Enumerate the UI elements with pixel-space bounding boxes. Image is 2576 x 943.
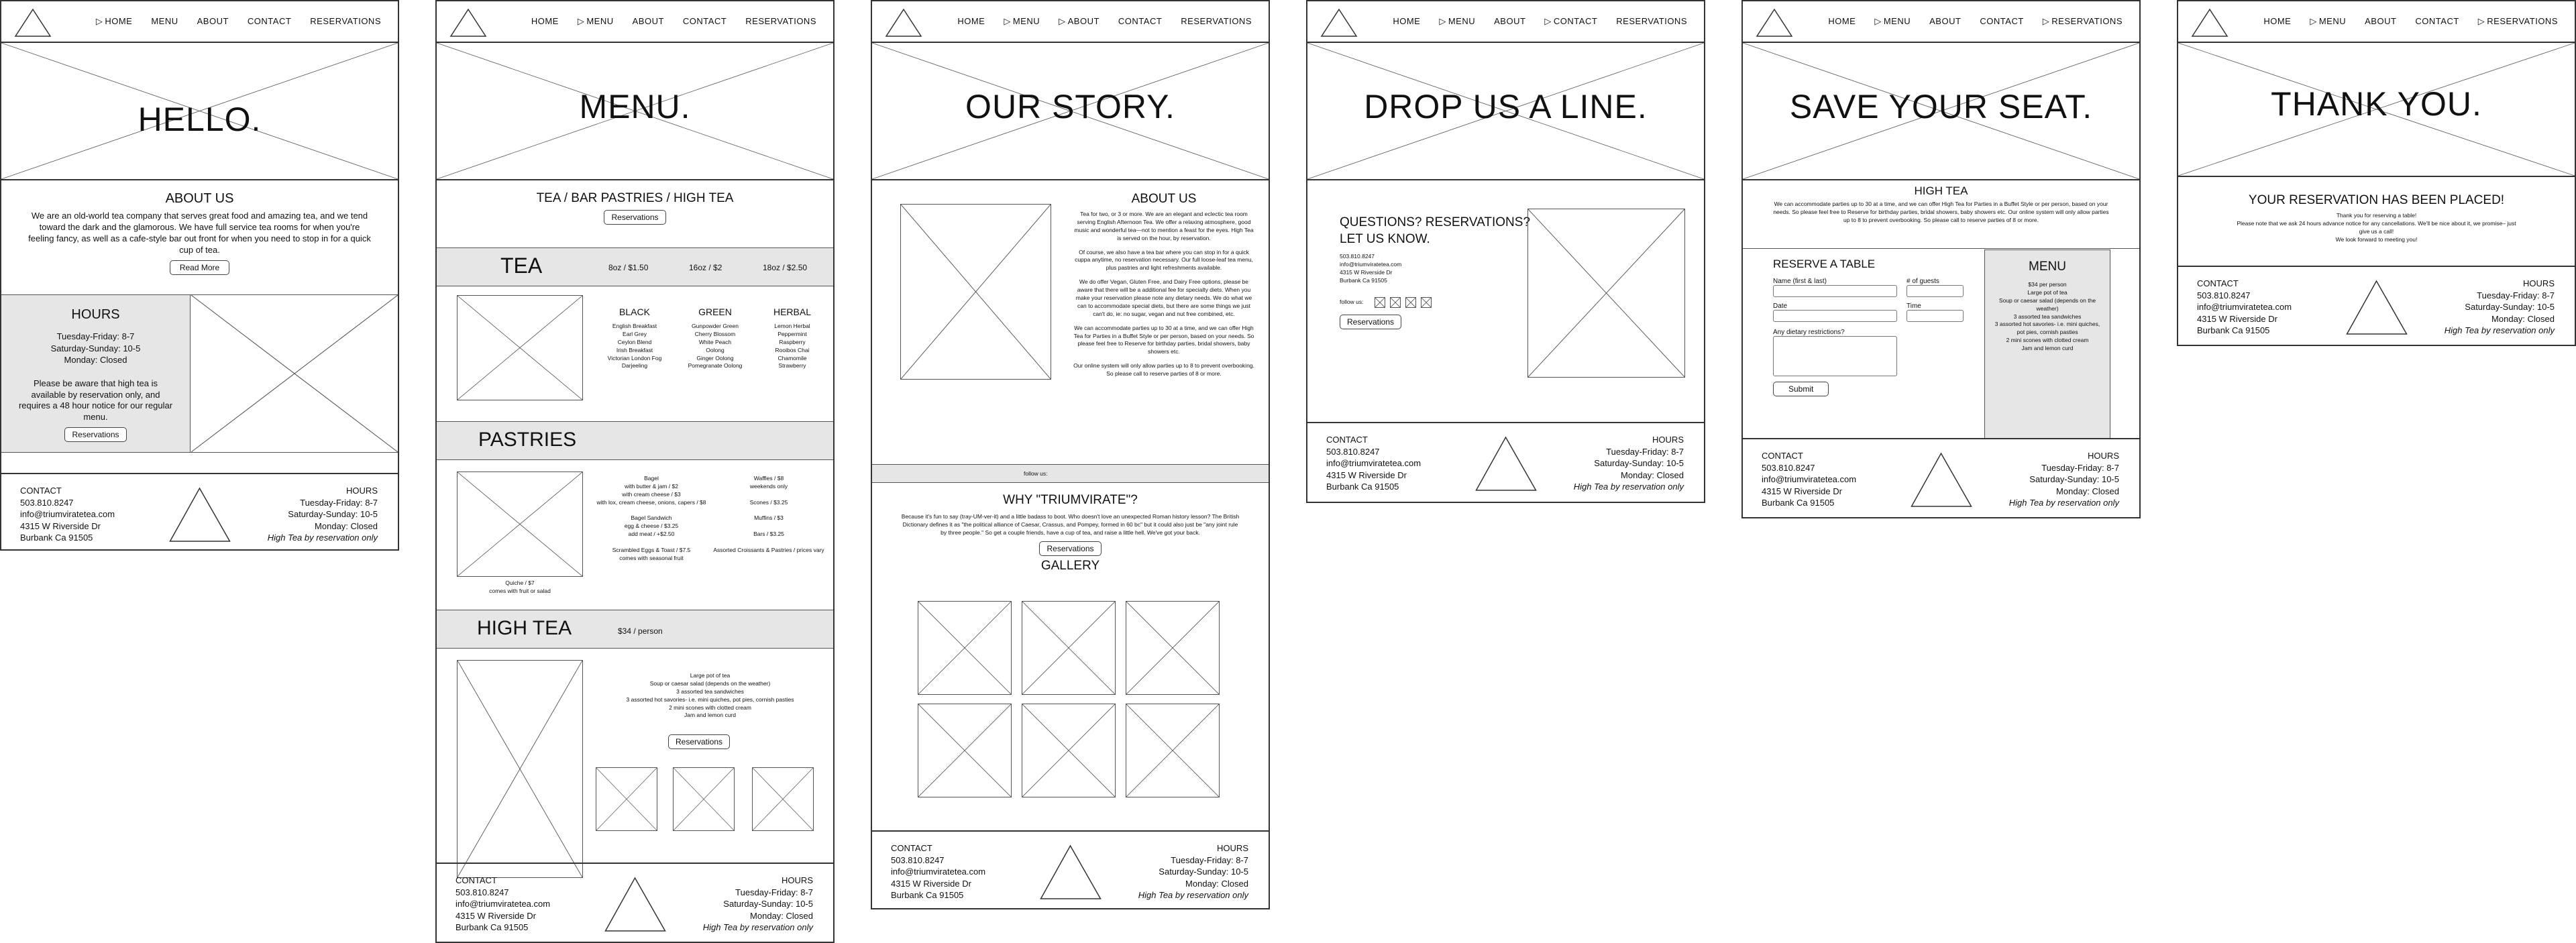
hero-image-placeholder <box>1 43 398 180</box>
hours-line: Monday: Closed <box>64 355 127 366</box>
footer-city: Burbank Ca 91505 <box>20 533 93 543</box>
gallery-image-placeholder[interactable] <box>1022 601 1116 695</box>
nav-reservations[interactable]: RESERVATIONS <box>1181 16 1252 26</box>
image-placeholder <box>191 295 398 452</box>
footer-hours-line: Saturday-Sunday: 10-5 <box>723 899 813 909</box>
contact-info <box>1340 215 1541 329</box>
footer-hours-line: Tuesday-Friday: 8-7 <box>1606 446 1684 457</box>
confirmation <box>2178 177 2575 244</box>
about-paragraph: Our online system will only allow parties up to 8 to prevent overbooking. So please call to reserve parties of 8 or more. <box>1073 362 1254 378</box>
wireframe-thank-you <box>2177 0 2576 346</box>
navbar <box>872 1 1269 43</box>
tea-image-placeholder <box>457 295 583 400</box>
tea-list: Lemon Herbal Peppermint Raspberry Rooibos Chai Chamomile Strawberry <box>774 323 810 370</box>
nav-home[interactable]: HOME <box>531 16 559 26</box>
about-text: We are an old-world tea company that serves great food and amazing tea, and we tend toward the dark and the glamorous. We have full service tea rooms for when you're feeling fancy, as well as a cafe-style bar out front for when you need to stop in for a quick cup of tea. <box>28 211 371 255</box>
footer-hours-line: Tuesday-Friday: 8-7 <box>1171 854 1248 865</box>
hero-image-placeholder <box>872 43 1269 180</box>
reservations-button[interactable]: Reservations <box>668 734 730 749</box>
hero-image-placeholder <box>1743 43 2139 180</box>
arrow-icon: ▷ <box>2310 16 2317 26</box>
follow-band <box>872 464 1269 483</box>
menu-subtitle: TEA / BAR PASTRIES / HIGH TEA <box>536 191 734 205</box>
footer-street: 4315 W Riverside Dr <box>2197 313 2277 324</box>
contact-city: Burbank Ca 91505 <box>1340 277 1387 284</box>
gallery-image-placeholder[interactable] <box>1126 704 1220 797</box>
gallery-image-placeholder[interactable] <box>918 704 1012 797</box>
about-text-column <box>1073 192 1254 378</box>
navbar <box>2178 1 2575 43</box>
logo-triangle-icon[interactable] <box>884 7 923 38</box>
hightea-title: HIGH TEA <box>1914 184 1968 197</box>
hightea-reservations <box>668 734 729 749</box>
footer-phone[interactable]: 503.810.8247 <box>891 854 945 865</box>
nav-reservations[interactable]: RESERVATIONS <box>310 16 381 26</box>
hightea-text: We can accommodate parties up to 30 at a time, and we can offer High Tea for Parties in a Buffet Style or per person, based on your needs. So please feel free to Reserve for birthday parties, bridal showers, baby showers etc. Our online system will only allow parties up to 8 to prevent overbooking. So please call to reserve parties of 8 or more. <box>1773 201 2109 223</box>
hours-title: HOURS <box>71 307 120 322</box>
nav-links <box>513 16 816 27</box>
footer-hightea-note: High Tea by reservation only <box>702 922 813 933</box>
hightea-price: $34 / person <box>618 626 663 636</box>
footer-phone[interactable]: 503.810.8247 <box>2197 290 2251 300</box>
nav-contact[interactable]: CONTACT <box>682 16 727 26</box>
logo-triangle-icon[interactable] <box>2190 7 2229 38</box>
name-label: Name (first & last) <box>1773 278 1827 285</box>
footer-hours <box>703 875 813 934</box>
nav-reservations[interactable]: ▷ RESERVATIONS <box>2042 16 2123 26</box>
nav-contact[interactable]: ▷ CONTACT <box>1544 16 1598 26</box>
hightea-title: HIGH TEA <box>477 617 572 639</box>
nav-links <box>77 16 381 27</box>
footer-hours <box>268 485 378 544</box>
footer-email[interactable]: info@triumviratetea.com <box>20 509 115 520</box>
about-title: ABOUT US <box>165 191 234 206</box>
hours-panel <box>1 295 191 452</box>
nav-menu[interactable]: ▷ MENU <box>1004 16 1040 26</box>
arrow-icon: ▷ <box>1004 16 1011 26</box>
about-image-placeholder <box>900 204 1051 380</box>
footer-street: 4315 W Riverside Dr <box>455 910 536 921</box>
date-label: Date <box>1773 302 1788 310</box>
footer-hours-line: Monday: Closed <box>1185 878 1248 889</box>
wireframe-menu <box>435 0 835 943</box>
footer-contact-title: CONTACT <box>20 486 62 496</box>
footer-street: 4315 W Riverside Dr <box>1762 486 1842 496</box>
nav-reservations[interactable]: RESERVATIONS <box>1616 16 1687 26</box>
date-field[interactable] <box>1773 310 1897 322</box>
footer-phone[interactable]: 503.810.8247 <box>20 497 74 508</box>
diet-textarea[interactable] <box>1773 336 1897 376</box>
pastries-image-placeholder <box>457 472 583 577</box>
wireframe-home <box>0 0 399 551</box>
social-icon[interactable] <box>1421 297 1432 308</box>
footer-hours-title: HOURS <box>1652 435 1684 445</box>
footer-contact <box>1762 450 1856 509</box>
reservations-button[interactable]: Reservations <box>1039 541 1101 556</box>
footer-phone[interactable]: 503.810.8247 <box>1326 446 1380 457</box>
footer-logo-triangle-icon <box>168 486 231 543</box>
nav-links <box>938 16 1252 27</box>
footer-hours-line: Tuesday-Friday: 8-7 <box>735 887 813 897</box>
about-paragraph: Of course, we also have a tea bar where you can stop in for a quick cuppa anytime, no reservation necessary. Our full loose-leaf tea menu, plus pastries and light refreshments available. <box>1075 248 1253 272</box>
navbar <box>1743 1 2139 43</box>
follow-label: follow us: <box>1024 470 1048 477</box>
nav-contact[interactable]: CONTACT <box>247 16 292 26</box>
logo-triangle-icon[interactable] <box>1320 7 1358 38</box>
pastries-list: Bagel with butter & jam / $2 with cream cheese / $3 with lox, cream cheese, onions, capers / $8 Bagel Sandwich egg & cheese / $3.25 add meat / +$2.50 Scrambled Eggs & Toast / $7.5 comes with seasonal fruit <box>596 475 706 561</box>
footer-city: Burbank Ca 91505 <box>1326 482 1399 492</box>
gallery-image-placeholder[interactable] <box>918 601 1012 695</box>
menu-intro <box>437 180 833 225</box>
gallery-image-placeholder[interactable] <box>1022 704 1116 797</box>
footer-email[interactable]: info@triumviratetea.com <box>891 867 986 877</box>
social-icon[interactable] <box>1390 297 1401 308</box>
why-title: WHY "TRIUMVIRATE"? <box>1003 493 1138 507</box>
menu-panel-items: $34 per person Large pot of tea Soup or caesar salad (depends on the weather) 3 assorted tea sandwiches 3 assorted hot savories- i.e. mini quiches, pot pies, cornish pasties 2 mini scones with clotted cream Jam and lemon curd <box>1994 281 2100 352</box>
image-placeholder <box>673 767 735 831</box>
nav-home[interactable]: ▷ HOME <box>95 16 133 26</box>
social-icon[interactable] <box>1375 297 1385 308</box>
why-section <box>899 493 1242 573</box>
contact-email[interactable]: info@triumviratetea.com <box>1340 261 1402 268</box>
footer-contact <box>20 485 115 544</box>
footer-hours-line: Saturday-Sunday: 10-5 <box>1159 867 1248 877</box>
wireframe-contact <box>1306 0 1705 503</box>
footer-street: 4315 W Riverside Dr <box>20 520 101 531</box>
footer-contact <box>891 842 985 901</box>
footer-street: 4315 W Riverside Dr <box>1326 469 1407 480</box>
nav-home[interactable]: HOME <box>1828 16 1856 26</box>
menu-panel-title: MENU <box>2029 260 2066 274</box>
active-arrow-icon: ▷ <box>577 16 585 26</box>
footer-hours-line: Monday: Closed <box>750 910 813 921</box>
footer-logo-triangle-icon <box>603 876 667 933</box>
nav-contact[interactable]: CONTACT <box>1980 16 2024 26</box>
active-arrow-icon: ▷ <box>1544 16 1552 26</box>
name-field[interactable] <box>1773 285 1897 297</box>
nav-contact[interactable]: CONTACT <box>1118 16 1163 26</box>
hightea-band <box>437 610 833 649</box>
nav-contact[interactable]: CONTACT <box>2415 16 2459 26</box>
footer-logo-triangle-icon <box>2345 279 2408 336</box>
nav-about[interactable]: ABOUT <box>2365 16 2397 26</box>
footer-hours-title: HOURS <box>2523 278 2555 288</box>
nav-menu[interactable]: ▷ MENU <box>1874 16 1911 26</box>
hero-title: SAVE YOUR SEAT. <box>1789 88 2093 125</box>
image-placeholder <box>752 767 814 831</box>
pastries-title: PASTRIES <box>478 429 577 451</box>
active-arrow-icon: ▷ <box>1059 16 1066 26</box>
hero-image-placeholder <box>1307 43 1704 180</box>
confirmation-text: Thank you for reserving a table! Please note that we ask 24 hours advance notice for any cancellations. We'll be nice about it, we promise– just give us a call! We look forward to meeting you! <box>2237 212 2516 243</box>
hero-title: OUR STORY. <box>965 88 1175 125</box>
footer-hours-title: HOURS <box>346 486 378 496</box>
footer-city: Burbank Ca 91505 <box>455 922 529 933</box>
social-row <box>1340 297 1541 308</box>
footer-city: Burbank Ca 91505 <box>891 890 964 901</box>
footer-hours <box>1138 842 1248 901</box>
nav-home[interactable]: HOME <box>2263 16 2292 26</box>
footer-contact-title: CONTACT <box>455 875 497 885</box>
footer-hightea-note: High Tea by reservation only <box>2444 325 2555 336</box>
arrow-icon: ▷ <box>1874 16 1882 26</box>
footer-contact-title: CONTACT <box>1762 451 1803 461</box>
footer-city: Burbank Ca 91505 <box>1762 498 1835 508</box>
footer <box>2178 266 2575 346</box>
menu-panel <box>1984 249 2110 439</box>
tea-list: English Breakfast Earl Grey Ceylon Blend Irish Breakfast Victorian London Fog Darjeeling <box>607 323 662 370</box>
footer-street: 4315 W Riverside Dr <box>891 878 971 889</box>
navbar <box>1 1 398 43</box>
contact-phone[interactable]: 503.810.8247 <box>1340 253 1375 260</box>
footer-email[interactable]: info@triumviratetea.com <box>1762 474 1857 485</box>
navbar <box>437 1 833 43</box>
footer <box>872 830 1269 909</box>
tea-band <box>437 247 833 286</box>
about-paragraph: Tea for two, or 3 or more. We are an elegant and eclectic tea room serving English Afternoon Tea. We offer a relaxing atmosphere, good music and wonderful tea—not to mention a feast for the eyes. High Tea is served on the hour, by reservation. <box>1074 211 1254 241</box>
tea-column-black <box>598 307 672 370</box>
active-arrow-icon: ▷ <box>95 16 103 26</box>
hours-section <box>1 294 398 453</box>
nav-about[interactable]: ABOUT <box>632 16 664 26</box>
nav-home[interactable]: HOME <box>1393 16 1421 26</box>
guests-field[interactable] <box>1907 285 1964 297</box>
footer-hours-line: Monday: Closed <box>315 520 378 531</box>
footer-hours-line: Monday: Closed <box>1621 469 1684 480</box>
pastries-band <box>437 421 833 460</box>
footer-hightea-note: High Tea by reservation only <box>1138 890 1248 901</box>
footer-hours-line: Saturday-Sunday: 10-5 <box>2029 474 2119 485</box>
wireframe-reservations <box>1741 0 2141 518</box>
footer-city: Burbank Ca 91505 <box>2197 325 2270 336</box>
footer-contact-title: CONTACT <box>1326 435 1368 445</box>
active-arrow-icon: ▷ <box>2477 16 2485 26</box>
footer <box>1307 422 1704 503</box>
nav-links <box>2245 16 2558 27</box>
footer-email[interactable]: info@triumviratetea.com <box>2197 302 2292 313</box>
tea-price: 18oz / $2.50 <box>763 263 808 272</box>
tea-price: 8oz / $1.50 <box>608 263 649 272</box>
footer-phone[interactable]: 503.810.8247 <box>1762 462 1815 473</box>
tea-price: 16oz / $2 <box>689 263 722 272</box>
time-label: Time <box>1907 302 1921 310</box>
nav-home[interactable]: HOME <box>957 16 985 26</box>
nav-reservations[interactable]: ▷ RESERVATIONS <box>2477 16 2558 26</box>
logo-triangle-icon[interactable] <box>13 7 52 38</box>
wireframe-about <box>871 0 1270 909</box>
nav-about[interactable]: ABOUT <box>1929 16 1962 26</box>
confirmation-title: YOUR RESERVATION HAS BEEN PLACED! <box>2248 193 2505 207</box>
time-field[interactable] <box>1907 310 1964 322</box>
social-icon[interactable] <box>1405 297 1416 308</box>
footer-hours-title: HOURS <box>782 875 813 885</box>
reservations-button[interactable]: Reservations <box>64 427 126 442</box>
hero-title: DROP US A LINE. <box>1364 88 1648 125</box>
footer-logo-triangle-icon <box>1038 844 1102 901</box>
footer-logo-triangle-icon <box>1474 435 1538 492</box>
gallery-title: GALLERY <box>1040 558 1100 573</box>
footer-hours-line: Monday: Closed <box>2056 486 2119 496</box>
hero-title: MENU. <box>579 88 691 125</box>
footer-hours-title: HOURS <box>2088 451 2119 461</box>
tea-column-green <box>675 307 755 370</box>
reserve-form <box>1773 258 1974 396</box>
hours-note: Please be aware that high tea is available by reservation only, and requires a 48 hour notice for our regular menu. <box>18 378 173 423</box>
hero-image-placeholder <box>2178 43 2575 177</box>
hero-image-placeholder <box>437 43 833 180</box>
pastries-list: Waffles / $8 weekends only Scones / $3.25 Muffins / $3 Bars / $3.25 Assorted Croissants & Pastries / prices vary <box>713 475 824 554</box>
contact-question: QUESTIONS? RESERVATIONS? LET US KNOW. <box>1340 215 1531 246</box>
guests-label: # of guests <box>1907 278 1939 285</box>
footer-hours-line: Monday: Closed <box>2491 313 2555 324</box>
hero-title: THANK YOU. <box>2271 85 2482 123</box>
hightea-items: Large pot of tea Soup or caesar salad (depends on the weather) 3 assorted tea sandwiches 3 assorted hot savories- i.e. mini quiches, pot pies, cornish pasties 2 mini scones with clotted cream Jam and lemon curd <box>626 672 794 719</box>
contact-street: 4315 W Riverside Dr <box>1340 269 1393 276</box>
hero-title: HELLO. <box>138 101 262 138</box>
about-section <box>1 180 398 275</box>
reservations-button[interactable]: Reservations <box>604 210 665 225</box>
quiche-item: Quiche / $7 comes with fruit or salad <box>489 579 551 594</box>
footer <box>1 473 398 551</box>
nav-about[interactable]: ▷ ABOUT <box>1059 16 1099 26</box>
nav-menu[interactable]: ▷ MENU <box>1439 16 1476 26</box>
footer-contact <box>1326 434 1421 493</box>
why-text: Because it's fun to say (tray-UM-ver-it) and a little badass to boot. Who doesn't love an unexpected Roman history lesson? The British Dictionary defines it as "the political alliance of Caesar, Crassus, and Pompey, formed in 60 bc" but it could also just be "any joint rule by three people." So get a couple friends, have a cup of tea, and raise a little hell. We've got your back. <box>901 513 1240 536</box>
footer-email[interactable]: info@triumviratetea.com <box>1326 458 1421 469</box>
follow-label: follow us: <box>1340 298 1364 305</box>
hours-line: Saturday-Sunday: 10-5 <box>50 343 141 353</box>
image-placeholder <box>596 767 657 831</box>
nav-menu[interactable]: ▷ MENU <box>2310 16 2347 26</box>
footer <box>1743 438 2139 518</box>
read-more-button[interactable]: Read More <box>170 260 229 275</box>
nav-links <box>1374 16 1687 27</box>
footer-contact-title: CONTACT <box>2197 278 2239 288</box>
footer-contact <box>2197 278 2292 337</box>
tea-column-herbal <box>755 307 829 370</box>
active-arrow-icon: ▷ <box>2042 16 2050 26</box>
footer-hightea-note: High Tea by reservation only <box>1573 482 1684 492</box>
footer-hours-line: Tuesday-Friday: 8-7 <box>2477 290 2555 300</box>
footer-hightea-note: High Tea by reservation only <box>2008 498 2119 508</box>
footer-hours-line: Tuesday-Friday: 8-7 <box>2041 462 2119 473</box>
tea-title: TEA <box>500 254 543 278</box>
about-paragraph: We can accommodate parties up to 30 at a time, and we can offer High Tea for Parties in a Buffet Style or per person, based on your needs. So please feel free to Reserve for birthday parties, bridal showers, baby showers etc. <box>1073 324 1254 355</box>
footer-hightea-note: High Tea by reservation only <box>267 533 378 543</box>
submit-button[interactable]: Submit <box>1773 382 1829 396</box>
footer-email[interactable]: info@triumviratetea.com <box>455 899 551 909</box>
hours-line: Tuesday-Friday: 8-7 <box>56 331 135 341</box>
nav-links <box>1809 16 2123 27</box>
divider <box>1743 248 2139 249</box>
form-title: RESERVE A TABLE <box>1773 258 1876 270</box>
navbar <box>1307 1 1704 43</box>
footer-contact <box>455 875 550 934</box>
footer-contact-title: CONTACT <box>891 843 932 853</box>
nav-about[interactable]: ABOUT <box>1494 16 1526 26</box>
hightea-info <box>1743 180 2139 225</box>
footer-hours-line: Saturday-Sunday: 10-5 <box>288 509 378 520</box>
tea-column-title: BLACK <box>619 307 650 317</box>
about-title: ABOUT US <box>1131 192 1197 206</box>
footer <box>437 863 833 943</box>
tea-list: Gunpowder Green Cherry Blossom White Peach Oolong Ginger Oolong Pomegranate Oolong <box>688 323 743 370</box>
footer-hours <box>2009 450 2119 509</box>
footer-hours-title: HOURS <box>1217 843 1248 853</box>
footer-hours <box>2445 278 2555 337</box>
footer-hours <box>1574 434 1684 493</box>
about-paragraph: We do offer Vegan, Gluten Free, and Dairy Free options, please be aware that there will be a additional fee for specialty diets. When you make your reservation please note any dietary needs. We do what we can to accommodate special diets, but there are some things we just can't do, ie: no sugar, vegan and nut free combined, etc. <box>1075 278 1252 317</box>
logo-triangle-icon[interactable] <box>1755 7 1794 38</box>
nav-menu[interactable]: ▷ MENU <box>577 16 614 26</box>
gallery-image-placeholder[interactable] <box>1126 601 1220 695</box>
nav-about[interactable]: ABOUT <box>197 16 229 26</box>
diet-label: Any dietary restrictions? <box>1773 329 1845 336</box>
footer-hours-line: Saturday-Sunday: 10-5 <box>1594 458 1684 469</box>
hightea-image-placeholder <box>457 660 583 878</box>
tea-column-title: HERBAL <box>773 307 812 317</box>
reservations-button[interactable]: Reservations <box>1340 315 1401 329</box>
nav-menu[interactable]: MENU <box>151 16 178 26</box>
footer-logo-triangle-icon <box>1909 451 1973 508</box>
tea-column-title: GREEN <box>698 307 732 317</box>
nav-reservations[interactable]: RESERVATIONS <box>745 16 816 26</box>
footer-hours-line: Tuesday-Friday: 8-7 <box>300 497 378 508</box>
contact-image-placeholder <box>1527 209 1685 378</box>
footer-phone[interactable]: 503.810.8247 <box>455 887 509 897</box>
arrow-icon: ▷ <box>1439 16 1446 26</box>
logo-triangle-icon[interactable] <box>449 7 488 38</box>
footer-hours-line: Saturday-Sunday: 10-5 <box>2465 302 2555 313</box>
